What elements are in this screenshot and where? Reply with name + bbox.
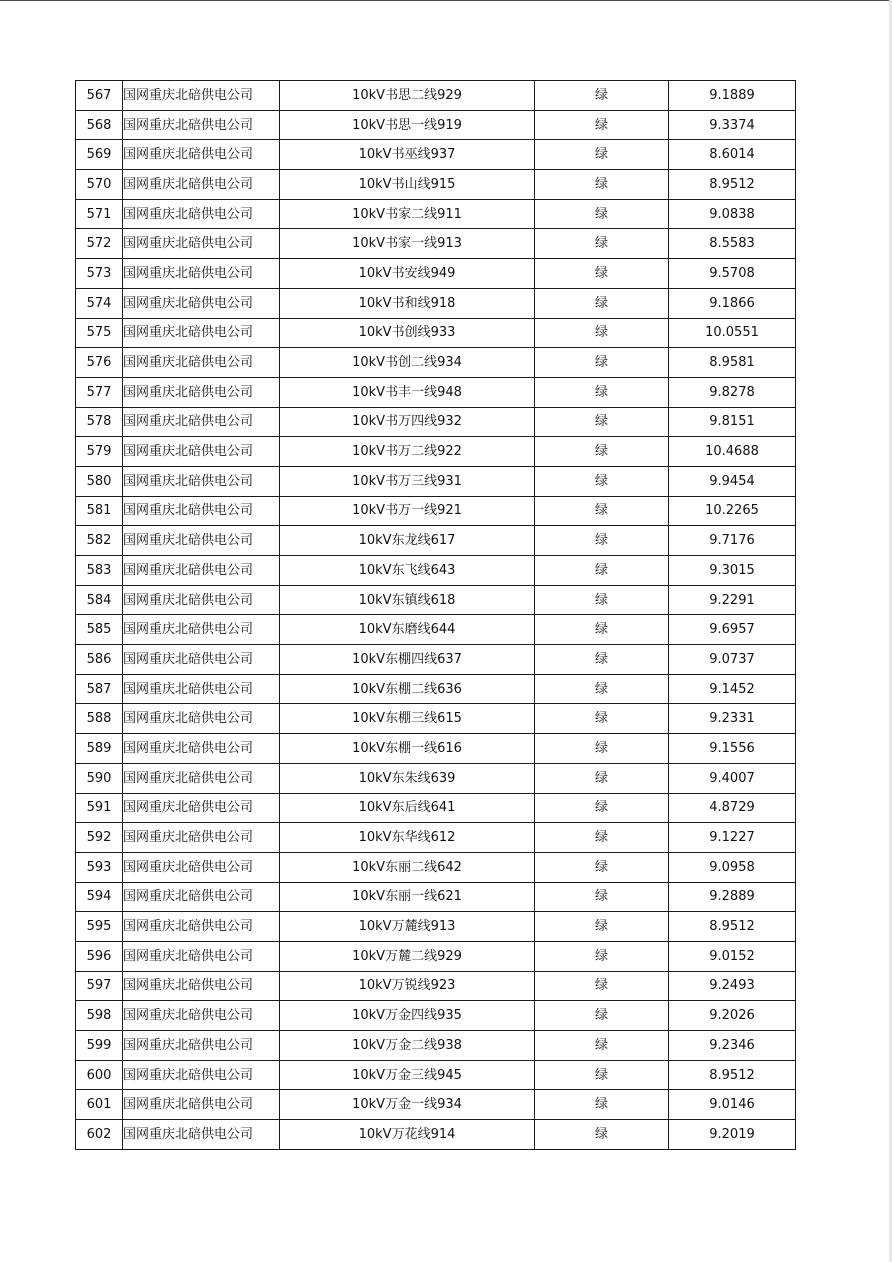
table-row bbox=[76, 407, 796, 437]
company-cell: 国网重庆北碚供电公司 bbox=[123, 793, 280, 823]
status-cell: 绿 bbox=[535, 763, 669, 793]
company-cell: 国网重庆北碚供电公司 bbox=[123, 199, 280, 229]
status-cell: 绿 bbox=[535, 734, 669, 764]
table-row bbox=[76, 288, 796, 318]
company-cell: 国网重庆北碚供电公司 bbox=[123, 110, 280, 140]
company-cell: 国网重庆北碚供电公司 bbox=[123, 348, 280, 378]
status-cell: 绿 bbox=[535, 407, 669, 437]
value-cell: 9.8151 bbox=[669, 407, 796, 437]
table-row bbox=[76, 763, 796, 793]
line-name-cell: 10kV万金二线938 bbox=[280, 1031, 535, 1061]
line-name-cell: 10kV东后线641 bbox=[280, 793, 535, 823]
table-row bbox=[76, 585, 796, 615]
company-cell: 国网重庆北碚供电公司 bbox=[123, 1090, 280, 1120]
table-row bbox=[76, 348, 796, 378]
line-name-cell: 10kV书山线915 bbox=[280, 170, 535, 200]
line-name-cell: 10kV书安线949 bbox=[280, 259, 535, 289]
line-name-cell: 10kV东朱线639 bbox=[280, 763, 535, 793]
row-number-cell: 571 bbox=[76, 199, 123, 229]
line-name-cell: 10kV书思二线929 bbox=[280, 81, 535, 111]
company-cell: 国网重庆北碚供电公司 bbox=[123, 941, 280, 971]
value-cell: 9.0146 bbox=[669, 1090, 796, 1120]
company-cell: 国网重庆北碚供电公司 bbox=[123, 585, 280, 615]
value-cell: 9.3015 bbox=[669, 556, 796, 586]
row-number-cell: 575 bbox=[76, 318, 123, 348]
status-cell: 绿 bbox=[535, 1060, 669, 1090]
value-cell: 9.6957 bbox=[669, 615, 796, 645]
status-cell: 绿 bbox=[535, 140, 669, 170]
status-cell: 绿 bbox=[535, 259, 669, 289]
table-row bbox=[76, 793, 796, 823]
table-row bbox=[76, 318, 796, 348]
line-name-cell: 10kV书丰一线948 bbox=[280, 377, 535, 407]
table-row bbox=[76, 259, 796, 289]
status-cell: 绿 bbox=[535, 229, 669, 259]
company-cell: 国网重庆北碚供电公司 bbox=[123, 526, 280, 556]
company-cell: 国网重庆北碚供电公司 bbox=[123, 318, 280, 348]
company-cell: 国网重庆北碚供电公司 bbox=[123, 763, 280, 793]
table-row bbox=[76, 645, 796, 675]
line-name-cell: 10kV东棚三线615 bbox=[280, 704, 535, 734]
row-number-cell: 587 bbox=[76, 674, 123, 704]
status-cell: 绿 bbox=[535, 318, 669, 348]
line-name-cell: 10kV万金四线935 bbox=[280, 1001, 535, 1031]
table-row bbox=[76, 615, 796, 645]
row-number-cell: 569 bbox=[76, 140, 123, 170]
value-cell: 4.8729 bbox=[669, 793, 796, 823]
company-cell: 国网重庆北碚供电公司 bbox=[123, 259, 280, 289]
value-cell: 9.1889 bbox=[669, 81, 796, 111]
status-cell: 绿 bbox=[535, 437, 669, 467]
value-cell: 8.9512 bbox=[669, 170, 796, 200]
company-cell: 国网重庆北碚供电公司 bbox=[123, 407, 280, 437]
table-row bbox=[76, 971, 796, 1001]
status-cell: 绿 bbox=[535, 377, 669, 407]
table-row bbox=[76, 199, 796, 229]
value-cell: 9.1227 bbox=[669, 823, 796, 853]
value-cell: 8.9512 bbox=[669, 1060, 796, 1090]
company-cell: 国网重庆北碚供电公司 bbox=[123, 645, 280, 675]
status-cell: 绿 bbox=[535, 645, 669, 675]
table-row bbox=[76, 466, 796, 496]
table-row bbox=[76, 1090, 796, 1120]
row-number-cell: 602 bbox=[76, 1120, 123, 1150]
value-cell: 9.0737 bbox=[669, 645, 796, 675]
value-cell: 8.6014 bbox=[669, 140, 796, 170]
company-cell: 国网重庆北碚供电公司 bbox=[123, 734, 280, 764]
status-cell: 绿 bbox=[535, 1001, 669, 1031]
company-cell: 国网重庆北碚供电公司 bbox=[123, 1060, 280, 1090]
status-cell: 绿 bbox=[535, 852, 669, 882]
value-cell: 9.0152 bbox=[669, 941, 796, 971]
status-cell: 绿 bbox=[535, 823, 669, 853]
company-cell: 国网重庆北碚供电公司 bbox=[123, 377, 280, 407]
row-number-cell: 576 bbox=[76, 348, 123, 378]
status-cell: 绿 bbox=[535, 496, 669, 526]
table-row bbox=[76, 140, 796, 170]
company-cell: 国网重庆北碚供电公司 bbox=[123, 229, 280, 259]
line-name-cell: 10kV万金三线945 bbox=[280, 1060, 535, 1090]
row-number-cell: 584 bbox=[76, 585, 123, 615]
status-cell: 绿 bbox=[535, 615, 669, 645]
line-name-cell: 10kV东龙线617 bbox=[280, 526, 535, 556]
value-cell: 10.2265 bbox=[669, 496, 796, 526]
page-top-rule bbox=[0, 0, 892, 1]
status-cell: 绿 bbox=[535, 704, 669, 734]
line-name-cell: 10kV东棚四线637 bbox=[280, 645, 535, 675]
company-cell: 国网重庆北碚供电公司 bbox=[123, 615, 280, 645]
status-cell: 绿 bbox=[535, 912, 669, 942]
line-name-cell: 10kV书万四线932 bbox=[280, 407, 535, 437]
row-number-cell: 597 bbox=[76, 971, 123, 1001]
row-number-cell: 594 bbox=[76, 882, 123, 912]
status-cell: 绿 bbox=[535, 81, 669, 111]
table-row bbox=[76, 437, 796, 467]
row-number-cell: 572 bbox=[76, 229, 123, 259]
value-cell: 9.8278 bbox=[669, 377, 796, 407]
row-number-cell: 579 bbox=[76, 437, 123, 467]
table-row bbox=[76, 941, 796, 971]
status-cell: 绿 bbox=[535, 793, 669, 823]
value-cell: 9.2493 bbox=[669, 971, 796, 1001]
row-number-cell: 581 bbox=[76, 496, 123, 526]
company-cell: 国网重庆北碚供电公司 bbox=[123, 704, 280, 734]
company-cell: 国网重庆北碚供电公司 bbox=[123, 170, 280, 200]
row-number-cell: 598 bbox=[76, 1001, 123, 1031]
line-name-cell: 10kV东华线612 bbox=[280, 823, 535, 853]
status-cell: 绿 bbox=[535, 556, 669, 586]
status-cell: 绿 bbox=[535, 110, 669, 140]
table-row bbox=[76, 170, 796, 200]
value-cell: 9.9454 bbox=[669, 466, 796, 496]
value-cell: 8.9512 bbox=[669, 912, 796, 942]
table-row bbox=[76, 496, 796, 526]
company-cell: 国网重庆北碚供电公司 bbox=[123, 496, 280, 526]
status-cell: 绿 bbox=[535, 526, 669, 556]
status-cell: 绿 bbox=[535, 971, 669, 1001]
row-number-cell: 592 bbox=[76, 823, 123, 853]
table-row bbox=[76, 734, 796, 764]
table-row bbox=[76, 912, 796, 942]
row-number-cell: 582 bbox=[76, 526, 123, 556]
status-cell: 绿 bbox=[535, 1031, 669, 1061]
row-number-cell: 577 bbox=[76, 377, 123, 407]
row-number-cell: 595 bbox=[76, 912, 123, 942]
company-cell: 国网重庆北碚供电公司 bbox=[123, 140, 280, 170]
status-cell: 绿 bbox=[535, 199, 669, 229]
line-name-cell: 10kV书家一线913 bbox=[280, 229, 535, 259]
value-cell: 9.2331 bbox=[669, 704, 796, 734]
row-number-cell: 593 bbox=[76, 852, 123, 882]
table-row bbox=[76, 526, 796, 556]
table-row bbox=[76, 823, 796, 853]
table-row bbox=[76, 1031, 796, 1061]
value-cell: 9.7176 bbox=[669, 526, 796, 556]
row-number-cell: 574 bbox=[76, 288, 123, 318]
table-row bbox=[76, 882, 796, 912]
table-row bbox=[76, 704, 796, 734]
row-number-cell: 580 bbox=[76, 466, 123, 496]
line-name-cell: 10kV书思一线919 bbox=[280, 110, 535, 140]
value-cell: 9.2889 bbox=[669, 882, 796, 912]
table-row bbox=[76, 1001, 796, 1031]
line-name-cell: 10kV书创线933 bbox=[280, 318, 535, 348]
row-number-cell: 599 bbox=[76, 1031, 123, 1061]
value-cell: 10.4688 bbox=[669, 437, 796, 467]
status-cell: 绿 bbox=[535, 674, 669, 704]
table-row bbox=[76, 81, 796, 111]
line-name-cell: 10kV万金一线934 bbox=[280, 1090, 535, 1120]
table-row bbox=[76, 229, 796, 259]
company-cell: 国网重庆北碚供电公司 bbox=[123, 674, 280, 704]
value-cell: 8.9581 bbox=[669, 348, 796, 378]
row-number-cell: 601 bbox=[76, 1090, 123, 1120]
status-cell: 绿 bbox=[535, 466, 669, 496]
status-cell: 绿 bbox=[535, 170, 669, 200]
row-number-cell: 573 bbox=[76, 259, 123, 289]
row-number-cell: 589 bbox=[76, 734, 123, 764]
table-row bbox=[76, 852, 796, 882]
line-name-cell: 10kV东棚二线636 bbox=[280, 674, 535, 704]
company-cell: 国网重庆北碚供电公司 bbox=[123, 852, 280, 882]
row-number-cell: 590 bbox=[76, 763, 123, 793]
table-row bbox=[76, 1060, 796, 1090]
line-name-cell: 10kV万麓线913 bbox=[280, 912, 535, 942]
data-table-container bbox=[75, 80, 796, 1150]
line-name-cell: 10kV东磨线644 bbox=[280, 615, 535, 645]
line-name-cell: 10kV书万三线931 bbox=[280, 466, 535, 496]
row-number-cell: 588 bbox=[76, 704, 123, 734]
line-name-cell: 10kV书万一线921 bbox=[280, 496, 535, 526]
row-number-cell: 586 bbox=[76, 645, 123, 675]
value-cell: 9.2019 bbox=[669, 1120, 796, 1150]
row-number-cell: 585 bbox=[76, 615, 123, 645]
value-cell: 9.0958 bbox=[669, 852, 796, 882]
status-cell: 绿 bbox=[535, 882, 669, 912]
status-cell: 绿 bbox=[535, 1090, 669, 1120]
line-name-cell: 10kV万花线914 bbox=[280, 1120, 535, 1150]
company-cell: 国网重庆北碚供电公司 bbox=[123, 1031, 280, 1061]
company-cell: 国网重庆北碚供电公司 bbox=[123, 81, 280, 111]
line-name-cell: 10kV书万二线922 bbox=[280, 437, 535, 467]
value-cell: 8.5583 bbox=[669, 229, 796, 259]
line-name-cell: 10kV书家二线911 bbox=[280, 199, 535, 229]
row-number-cell: 568 bbox=[76, 110, 123, 140]
table-row bbox=[76, 674, 796, 704]
row-number-cell: 600 bbox=[76, 1060, 123, 1090]
row-number-cell: 591 bbox=[76, 793, 123, 823]
status-cell: 绿 bbox=[535, 348, 669, 378]
value-cell: 9.2026 bbox=[669, 1001, 796, 1031]
company-cell: 国网重庆北碚供电公司 bbox=[123, 466, 280, 496]
company-cell: 国网重庆北碚供电公司 bbox=[123, 437, 280, 467]
value-cell: 9.1866 bbox=[669, 288, 796, 318]
row-number-cell: 570 bbox=[76, 170, 123, 200]
line-name-cell: 10kV书和线918 bbox=[280, 288, 535, 318]
status-cell: 绿 bbox=[535, 585, 669, 615]
status-cell: 绿 bbox=[535, 941, 669, 971]
row-number-cell: 583 bbox=[76, 556, 123, 586]
value-cell: 9.3374 bbox=[669, 110, 796, 140]
line-name-cell: 10kV东棚一线616 bbox=[280, 734, 535, 764]
company-cell: 国网重庆北碚供电公司 bbox=[123, 971, 280, 1001]
company-cell: 国网重庆北碚供电公司 bbox=[123, 1001, 280, 1031]
status-cell: 绿 bbox=[535, 1120, 669, 1150]
line-name-cell: 10kV东飞线643 bbox=[280, 556, 535, 586]
line-name-cell: 10kV东镇线618 bbox=[280, 585, 535, 615]
value-cell: 9.2346 bbox=[669, 1031, 796, 1061]
value-cell: 9.0838 bbox=[669, 199, 796, 229]
value-cell: 9.1556 bbox=[669, 734, 796, 764]
line-name-cell: 10kV书创二线934 bbox=[280, 348, 535, 378]
table-row bbox=[76, 556, 796, 586]
value-cell: 9.5708 bbox=[669, 259, 796, 289]
value-cell: 9.4007 bbox=[669, 763, 796, 793]
row-number-cell: 578 bbox=[76, 407, 123, 437]
company-cell: 国网重庆北碚供电公司 bbox=[123, 288, 280, 318]
line-name-cell: 10kV东丽二线642 bbox=[280, 852, 535, 882]
line-name-cell: 10kV万锐线923 bbox=[280, 971, 535, 1001]
company-cell: 国网重庆北碚供电公司 bbox=[123, 882, 280, 912]
company-cell: 国网重庆北碚供电公司 bbox=[123, 823, 280, 853]
row-number-cell: 596 bbox=[76, 941, 123, 971]
line-name-cell: 10kV万麓二线929 bbox=[280, 941, 535, 971]
table-row bbox=[76, 110, 796, 140]
row-number-cell: 567 bbox=[76, 81, 123, 111]
value-cell: 10.0551 bbox=[669, 318, 796, 348]
table-row bbox=[76, 1120, 796, 1150]
line-name-cell: 10kV东丽一线621 bbox=[280, 882, 535, 912]
value-cell: 9.2291 bbox=[669, 585, 796, 615]
line-name-cell: 10kV书巫线937 bbox=[280, 140, 535, 170]
data-table-body bbox=[76, 81, 796, 1150]
data-table bbox=[75, 80, 796, 1150]
company-cell: 国网重庆北碚供电公司 bbox=[123, 556, 280, 586]
status-cell: 绿 bbox=[535, 288, 669, 318]
table-row bbox=[76, 377, 796, 407]
company-cell: 国网重庆北碚供电公司 bbox=[123, 912, 280, 942]
company-cell: 国网重庆北碚供电公司 bbox=[123, 1120, 280, 1150]
value-cell: 9.1452 bbox=[669, 674, 796, 704]
